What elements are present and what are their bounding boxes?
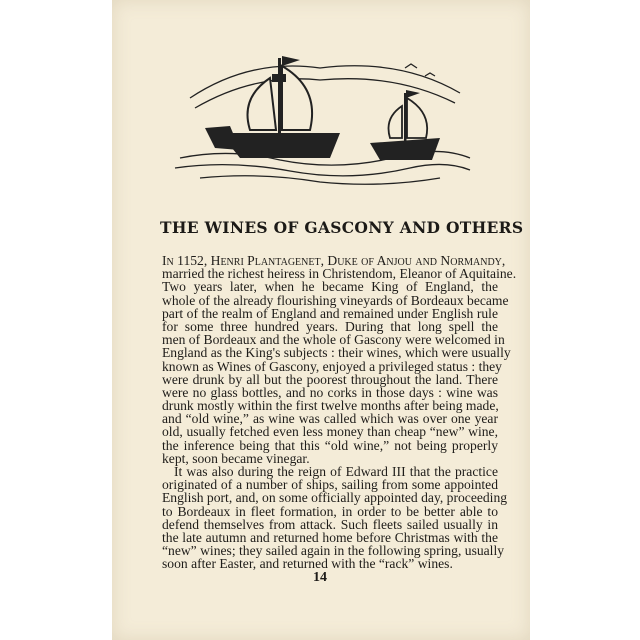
text-line: were no glass bottles, and no corks in those days : wine was bbox=[162, 384, 498, 400]
text-line: and “old wine,” as wine was called which was over one year bbox=[162, 411, 498, 427]
text-line: to Bordeaux in fleet formation, in order to be better able to bbox=[162, 503, 498, 519]
text-line: old, usually fetched even less money than cheap “new” wine, bbox=[162, 424, 498, 440]
text-line: for some three hundred years. During that long spell the bbox=[162, 318, 498, 334]
text-line: the inference being that this “old wine,” not being properly bbox=[162, 437, 498, 453]
page-number: 14 bbox=[313, 570, 327, 585]
text-line: originated of a number of ships, sailing from some appointed bbox=[162, 477, 498, 493]
text-line: part of the realm of England and remained under English rule bbox=[162, 305, 498, 321]
sailing-ships-woodcut-illustration bbox=[170, 38, 475, 188]
text-line: married the richest heiress in Christendom, Eleanor of Aquitaine. bbox=[162, 266, 517, 282]
body-text bbox=[162, 253, 517, 572]
text-line: known as Wines of Gascony, enjoyed a privileged status : they bbox=[162, 358, 502, 374]
text-line: “new” wines; they sailed again in the following spring, usually bbox=[162, 543, 505, 559]
text-line: English port, and, on some officially appointed day, proceeding bbox=[162, 490, 508, 506]
text-line: soon after Easter, and returned with the “rack” wines. bbox=[162, 556, 453, 572]
text-line: drunk mostly within the first twelve months after being made, bbox=[162, 398, 499, 414]
text-line: It was also during the reign of Edward III that the practice bbox=[174, 464, 498, 479]
text-line: kept, soon became vinegar. bbox=[162, 450, 310, 466]
text-line: In 1152, Henri Plantagenet, Duke of Anjou and Normandy, bbox=[162, 253, 506, 268]
text-line: England as the King's subjects : their wines, which were usually bbox=[162, 345, 511, 361]
text-line: Two years later, when he became King of England, the bbox=[162, 279, 498, 295]
paragraph-1 bbox=[162, 253, 517, 466]
paragraph-2 bbox=[162, 464, 508, 572]
text-line: were drunk by all but the poorest throughout the land. There bbox=[162, 371, 498, 387]
text-line: men of Bordeaux and the whole of Gascony were welcomed in bbox=[162, 332, 505, 348]
text-line: the late autumn and returned home before Christmas with the bbox=[162, 529, 498, 545]
chapter-title: THE WINES OF GASCONY AND OTHERS bbox=[160, 218, 524, 237]
text-line: whole of the already flourishing vineyards of Bordeaux became bbox=[162, 292, 509, 308]
text-line: defend themselves from attack. Such fleets sailed usually in bbox=[162, 516, 498, 532]
